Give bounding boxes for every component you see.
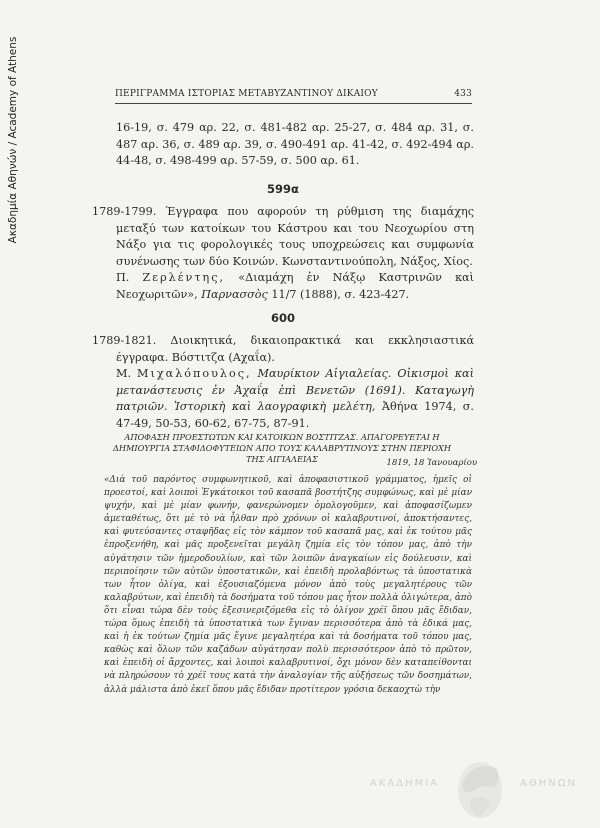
ref-author: Ζερλέντης, [142,271,226,284]
document-text: «Διὰ τοῦ παρόντος συμφωνητικοῦ, καὶ ἀποφασιστικοῦ γράμματος, ἡμεῖς οἱ προεστοί, καὶ λοιποὶ Ἐγκάτοικοι τοῦ κασαπᾶ βοστήτζης συμφώνως, καὶ μὲ μίαν ψυχήν, καὶ μὲ μίαν φωνήν, φανερώνομεν ὁμολογοῦμεν, καὶ ἀποφασίζωμεν ἀμεταθέτως, ὅτι μὲ τὸ νὰ ἦλθαν πρὸ χρόνων οἱ καλαβρυτινοί, ἀποκτήσαντες, καὶ φυτεύσαντες σταφῆδας εἰς τὸν κάμπον τοῦ κασαπᾶ μας, καὶ ἐκ τούτου μᾶς ἐπροξενήθη, καὶ μᾶς προξενεῖται μεγάλη ζημία εἰς τὸν τόπον μας, ἀπὸ τὴν αὐγάτησιν τῶν ἡμεροδουλίων, καὶ τῶν λοιπῶν ἀναγκαίων εἰς δούλευσιν, καὶ περιποίησιν τῶν αὐτῶν ὑποστατικῶν, καὶ ἐπειδὴ προλαβόντως τὰ ὑποστατικὰ των ἦτον ὀλίγα, καὶ ἐξουσιαζόμενα μόνον ἀπὸ τοὺς μεγαλητέρους τῶν καλαβρύτων, καὶ ἐπειδὴ τὰ δοσήματα τοῦ τόπου μας ἦτον πολλὰ ὀλιγώτερα, ἀπὸ ὅτι εἶναι τώρα δὲν τοὺς ἐξεσινεριζόμεθα εἰς τὸ ὀλίγον χρέϊ ὅπου μᾶς ἔδιδαν, τώρα ὅμως ἐπειδὴ τὰ ὑποστατικὰ των ἔγιναν περισσότερα ἀπὸ τὰ ἐδικά μας, καὶ ἡ ἐκ τούτων ζημία μᾶς ἔγινε μεγαλητέρα καὶ τὰ δοσήματα τοῦ τόπου μας, καθὼς καὶ ὅλων τῶν καζάδων αὐγάτησαν πολὺ περισσότερον ἀπὸ τὸ πρῶτον, καὶ ἐπειδὴ οἱ ἄρχοντες, καὶ λοιποὶ καλαβρυτινοί, ὄχι μόνον δὲν καταπείθονται νὰ πληρώσουν τὸ χρέϊ τους κατὰ τὴν ἀναλογίαν τῆς αὐξήσεως τῶν δοσημάτων, ἀλλὰ μάλιστα ἀπὸ ἐκεῖ ὅπου μᾶς ἔδιδαν προτίτερον γρόσια δεκαοχτὼ τὴν [104,475,472,695]
academy-watermark-logo [370,754,580,824]
entry-600-reference [92,366,474,432]
ref-journal: Παρνασσὸς [201,287,268,301]
ref-author: Μιχαλόπουλος, [136,367,252,380]
ref-details: 11/7 (1888), σ. 423-427. [271,287,410,301]
entry-600-main: 1789-1821. Διοικητικά, δικαιοπρακτικά και εκκλησιαστικά έγγραφα. Βόστιτζα (Αχαΐα). [92,334,474,364]
logo-left-text: ΑΚΑΔΗΜΙΑ [370,778,440,789]
ref-title: Μαυρίκιον Αἰγιαλείας. Οἰκισμοὶ καὶ μετανάστευσις ἐν Ἀχαΐᾳ ἐπὶ Βενετῶν (1691). Καταγωγὴ πατριῶν. Ἱστορικὴ καὶ λαογραφικὴ μελέτη, [116,367,474,413]
ref-initial: Μ. [116,367,132,380]
logo-right-text: ΑΘΗΝΩΝ [520,778,577,789]
ref-details: Ἀθήνα 1974, σ. 47-49, 50-53, 60-62, 67-75, 87-91. [116,400,474,430]
running-header-title: ΠΕΡΙΓΡΑΜΜΑ ΙΣΤΟΡΙΑΣ ΜΕΤΑΒΥΖΑΝΤΙΝΟΥ ΔΙΚΑΙΟΥ [115,89,378,99]
athena-head-icon [450,754,510,824]
continuation-text: 16-19, σ. 479 αρ. 22, σ. 481-482 αρ. 25-27, σ. 484 αρ. 31, σ. 487 αρ. 36, σ. 489 αρ. 39, σ. 490-491 αρ. 41-42, σ. 492-494 αρ. 44-48, σ. 498-499 αρ. 57-59, σ. 500 αρ. 61. [116,121,474,167]
document-title: ΑΠΟΦΑΣΗ ΠΡΟΕΣΤΩΤΩΝ ΚΑΙ ΚΑΤΟΙΚΩΝ ΒΟΣΤΙΤΖΑΣ. ΑΠΑΓΟΡΕΥΕΤΑΙ Η ΔΗΜΙΟΥΡΓΙΑ ΣΤΑΦΙΔΟΦΥΤΕΙΩΝ ΑΠΟ ΤΟΥΣ ΚΑΛΑΒΡΥΤΙΝΟΥΣ ΣΤΗΝ ΠΕΡΙΟΧΗ ΤΗΣ ΑΙΓΙΑΛΕΙΑΣ [113,432,451,464]
entry-599a [92,204,474,303]
continuation-block [92,120,474,170]
entry-599a-main: 1789-1799. Έγγραφα που αφορούν τη ρύθμιση της διαμάχης μεταξύ των κατοίκων του Κάστρου και του Νεοχωρίου στη Νάξο για τις φορολογικές τους υποχρεώσεις και συμφωνία συνένωσης των δύο Κοινών. Κωνσταντινούπολη, Νάξος, Χίος. [92,205,474,268]
entry-number-599a: 599α [267,182,299,196]
ref-initial: Π. [116,271,130,284]
side-watermark-text: Ακαδημία Αθηνών / Academy of Athens [7,36,19,244]
page-number: 433 [454,89,472,99]
side-watermark [6,36,20,244]
entry-600 [92,333,474,432]
header-rule [115,103,472,104]
entry-number-600: 600 [270,311,295,325]
ref-title: «Διαμάχη ἐν Νάξῳ Καστρινῶν καὶ Νεοχωριτῶν», [116,271,475,301]
entry-599a-reference [92,270,474,303]
document-date: 1819, 18 Ἰανουαρίου [386,458,477,468]
